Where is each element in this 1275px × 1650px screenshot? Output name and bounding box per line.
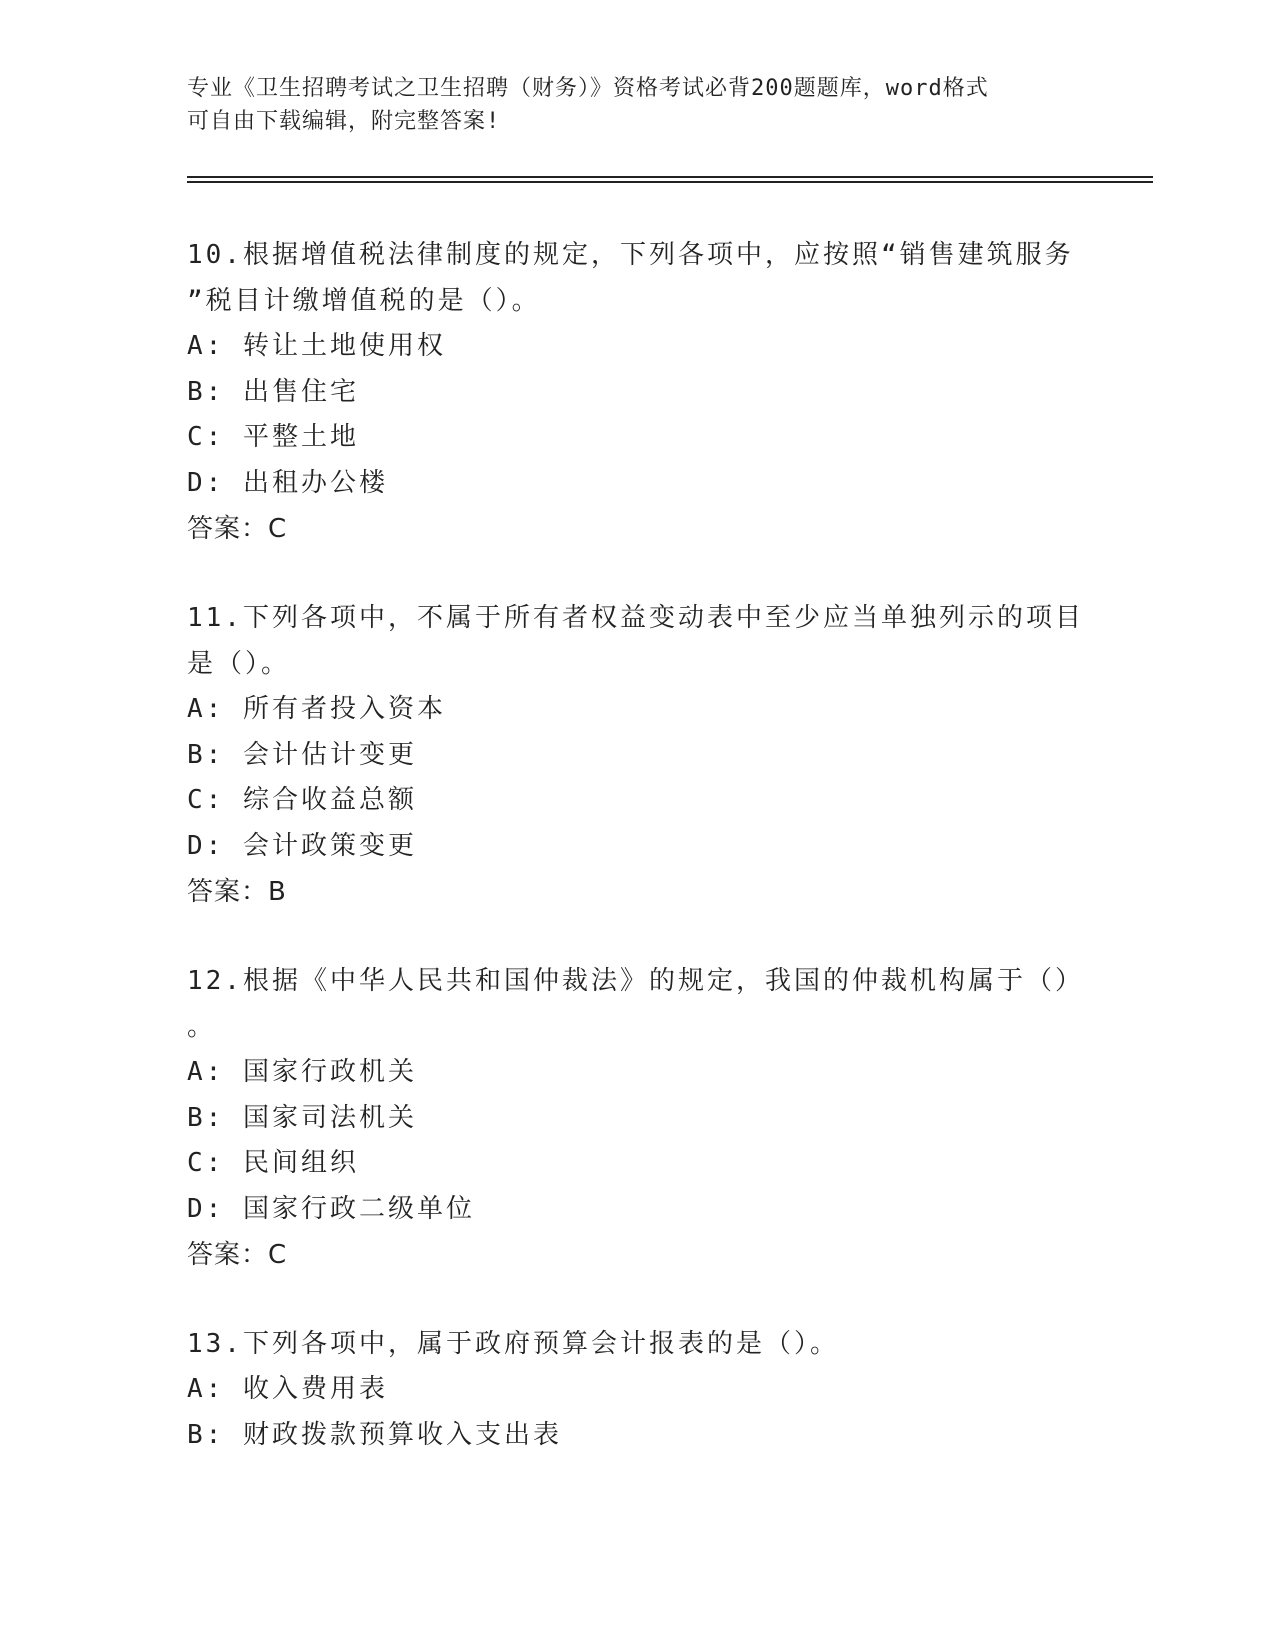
option-a: A: 转让土地使用权: [187, 331, 446, 361]
option-a: A: 国家行政机关: [187, 1057, 417, 1087]
question-stem-line-1: 11.下列各项中，不属于所有者权益变动表中至少应当单独列示的项目: [187, 603, 1084, 633]
answer-line: 答案：B: [187, 877, 287, 907]
question-12: [187, 958, 1087, 1278]
question-stem-line-2: 。: [187, 1012, 217, 1042]
header-divider-bottom: [187, 181, 1153, 183]
option-b: B: 会计估计变更: [187, 739, 417, 770]
header-line-2: 可自由下载编辑，附完整答案!: [187, 109, 501, 134]
question-13: [187, 1321, 1087, 1458]
option-d: D: 出租办公楼: [187, 467, 388, 498]
question-stem-line-2: ”税目计缴增值税的是（）。: [187, 286, 541, 316]
answer-line: 答案：C: [187, 514, 288, 544]
answer-line: 答案：C: [187, 1240, 288, 1270]
question-stem-line-1: 10.根据增值税法律制度的规定，下列各项中，应按照“销售建筑服务: [187, 240, 1074, 270]
document-header: [187, 72, 1067, 138]
header-line-1: 专业《卫生招聘考试之卫生招聘（财务）》资格考试必背200题题库，word格式: [187, 76, 989, 101]
option-d: D: 国家行政二级单位: [187, 1193, 475, 1224]
question-stem-line-2: 是（）。: [187, 649, 291, 679]
question-11: [187, 595, 1087, 915]
option-c: C: 平整土地: [187, 422, 359, 452]
option-c: C: 民间组织: [187, 1148, 359, 1178]
question-stem-line-1: 12.根据《中华人民共和国仲裁法》的规定，我国的仲裁机构属于（）: [187, 966, 1084, 996]
option-b: B: 国家司法机关: [187, 1102, 417, 1133]
question-10: [187, 232, 1087, 552]
question-stem-line-1: 13.下列各项中，属于政府预算会计报表的是（）。: [187, 1329, 839, 1359]
option-c: C: 综合收益总额: [187, 785, 417, 815]
option-a: A: 收入费用表: [187, 1374, 388, 1404]
option-a: A: 所有者投入资本: [187, 694, 446, 724]
option-d: D: 会计政策变更: [187, 830, 417, 861]
option-b: B: 出售住宅: [187, 376, 359, 407]
header-divider-top: [187, 176, 1153, 178]
option-b: B: 财政拨款预算收入支出表: [187, 1419, 562, 1450]
